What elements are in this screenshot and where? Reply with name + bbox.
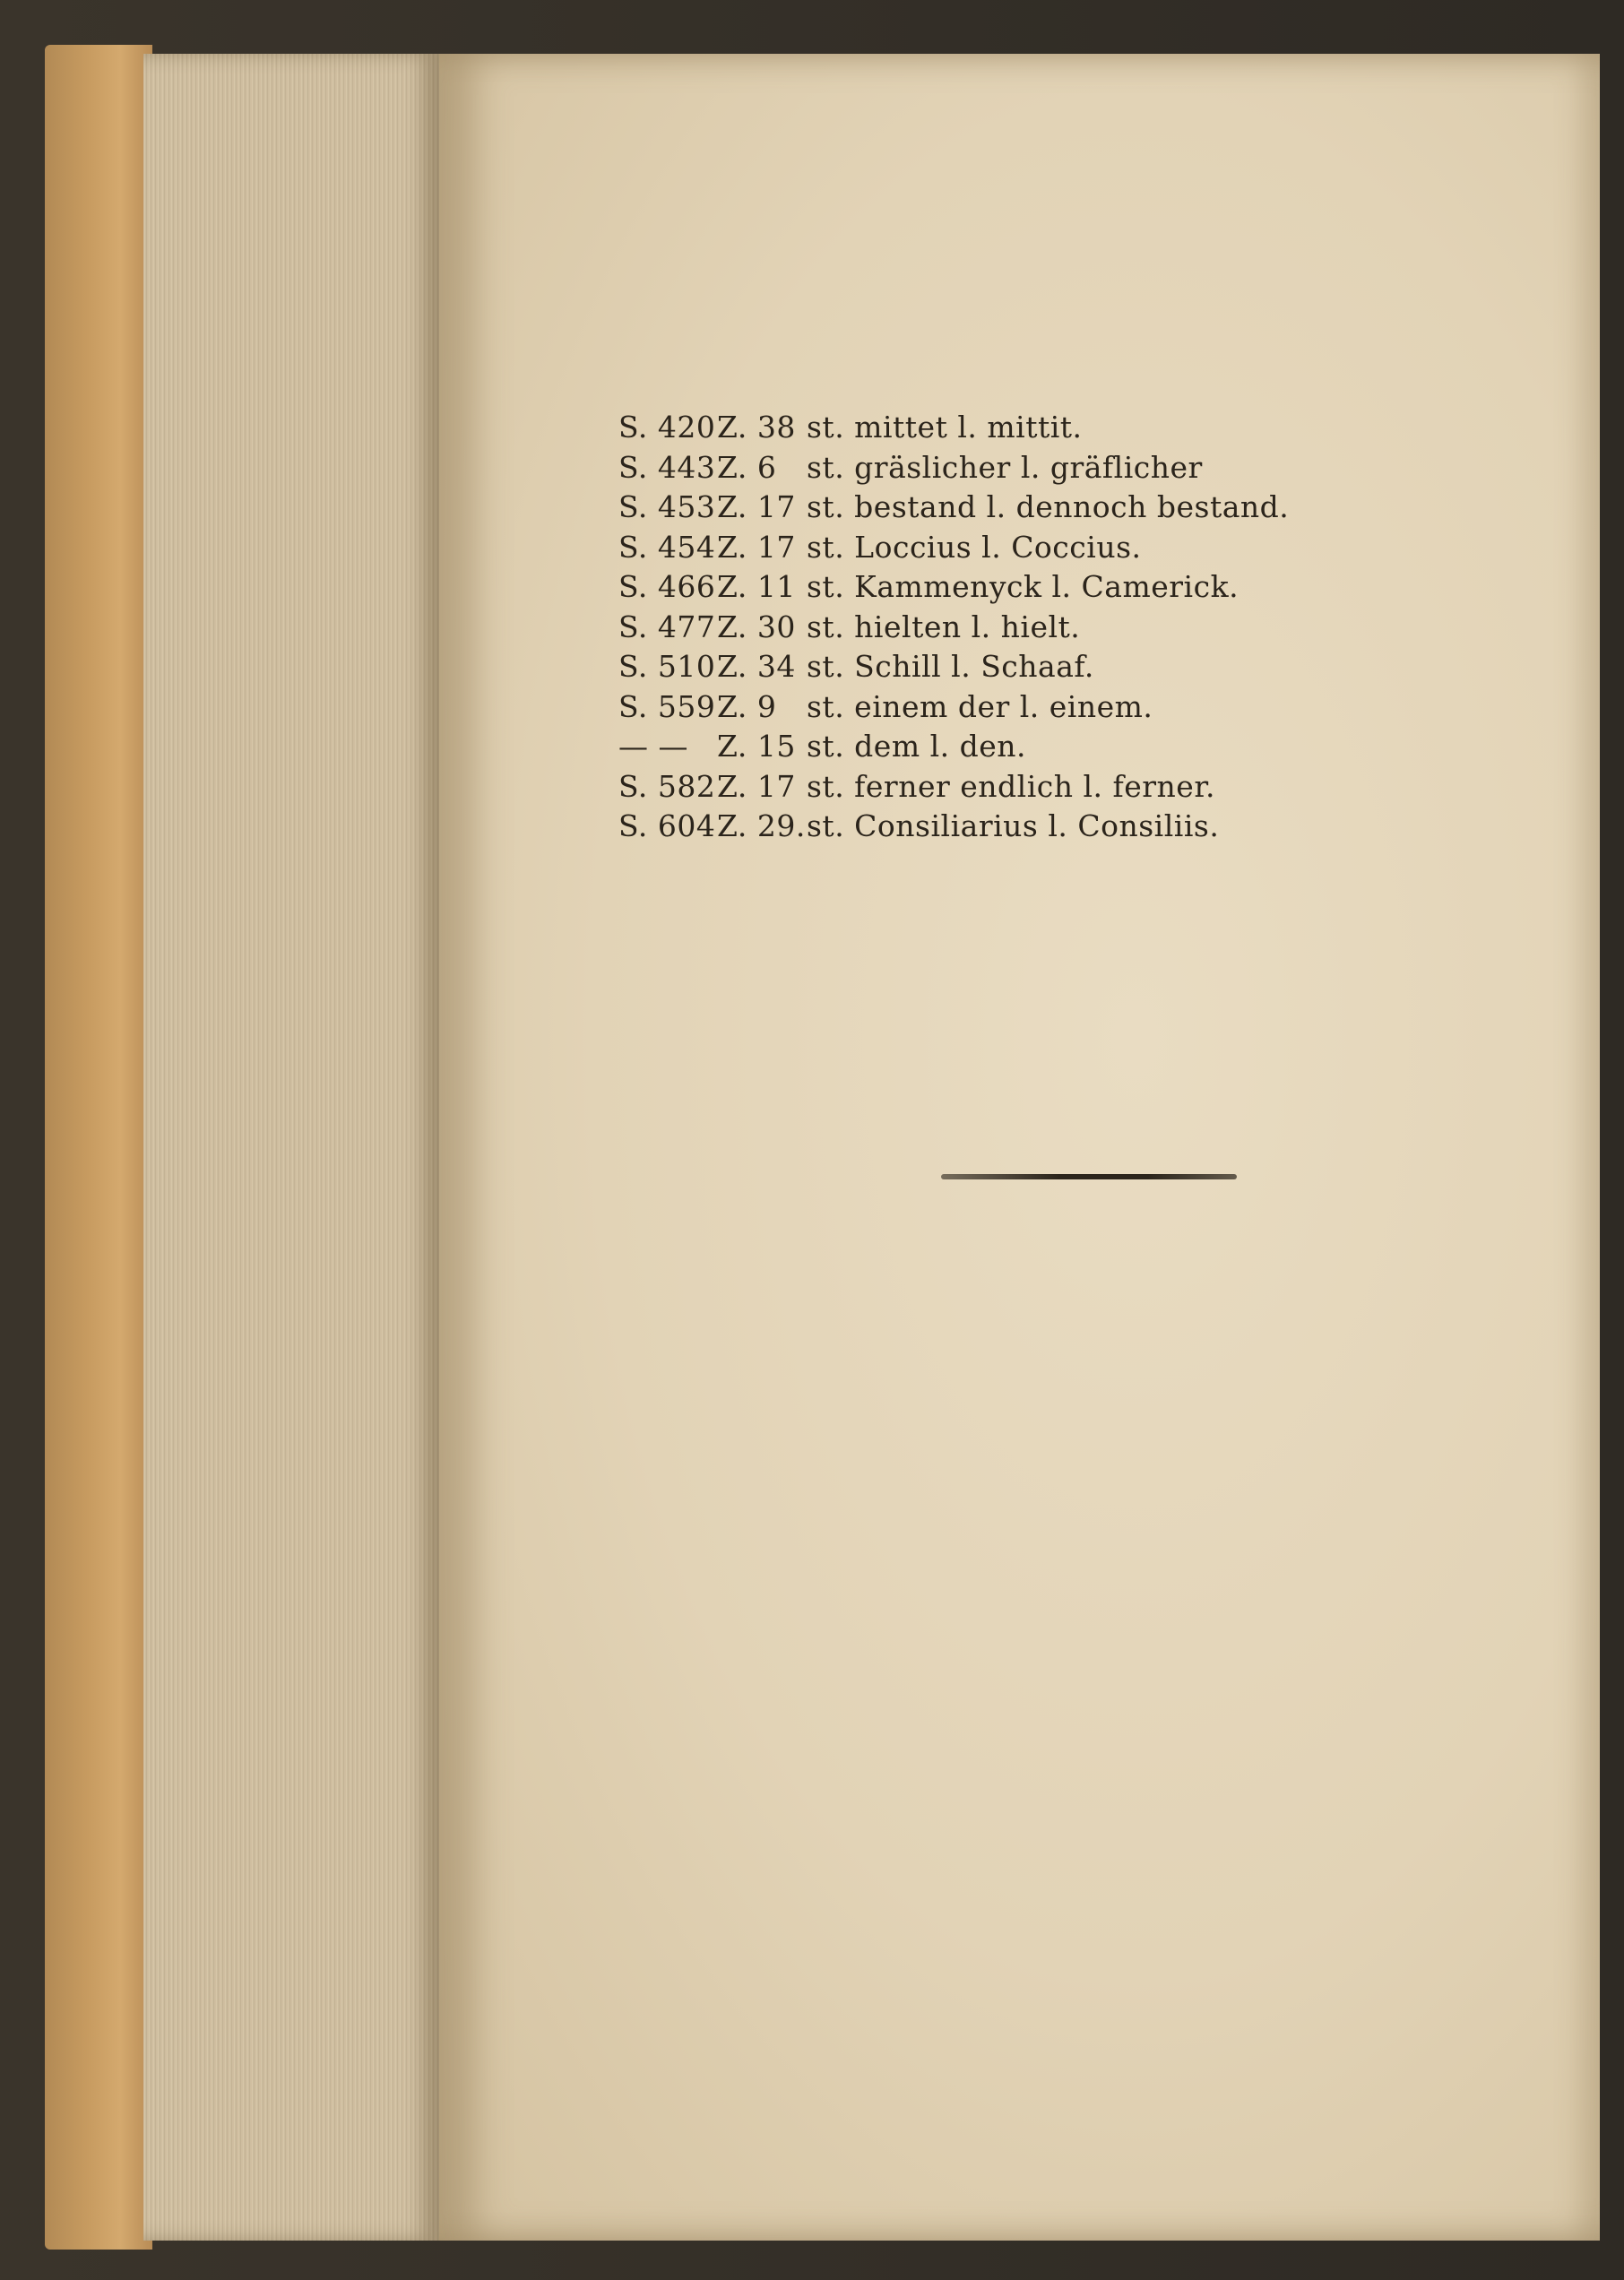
errata-line: Z. 17 xyxy=(717,768,796,804)
errata-page: — — xyxy=(618,729,688,764)
errata-row xyxy=(618,647,1289,687)
errata-correction: st. Loccius l. Coccius. xyxy=(807,529,1142,565)
errata-line: Z. 9 xyxy=(717,688,777,724)
errata-row xyxy=(618,807,1289,847)
errata-correction: st. dem l. den. xyxy=(807,729,1027,764)
errata-row xyxy=(618,488,1289,528)
errata-row xyxy=(618,727,1289,767)
errata-correction: st. hielten l. hielt. xyxy=(807,609,1081,644)
errata-correction: st. Kammenyck l. Camerick. xyxy=(807,569,1240,604)
errata-page: S. 443 xyxy=(618,449,716,485)
errata-correction: st. einem der l. einem. xyxy=(807,688,1153,724)
errata-page: S. 420 xyxy=(618,410,716,445)
errata-row xyxy=(618,687,1289,728)
errata-line: Z. 15 xyxy=(717,729,796,764)
closing-rule xyxy=(941,1174,1237,1179)
book-cover-edge xyxy=(45,45,152,2250)
errata-row xyxy=(618,448,1289,488)
errata-row xyxy=(618,767,1289,808)
page-edges xyxy=(143,54,439,2241)
errata-correction: st. gräslicher l. gräflicher xyxy=(807,449,1203,485)
errata-row xyxy=(618,567,1289,608)
book-page xyxy=(439,54,1600,2241)
errata-page: S. 466 xyxy=(618,569,716,604)
errata-row xyxy=(618,408,1289,448)
errata-correction: st. mittet l. mittit. xyxy=(807,410,1083,445)
errata-correction: st. Consiliarius l. Consiliis. xyxy=(807,808,1220,843)
errata-line: Z. 17 xyxy=(717,489,796,524)
errata-row xyxy=(618,608,1289,648)
errata-line: Z. 29. xyxy=(717,808,806,843)
errata-page: S. 559 xyxy=(618,688,716,724)
errata-line: Z. 6 xyxy=(717,449,777,485)
errata-line: Z. 30 xyxy=(717,609,796,644)
errata-page: S. 582 xyxy=(618,768,716,804)
errata-list xyxy=(618,408,1289,847)
errata-line: Z. 34 xyxy=(717,649,796,684)
errata-correction: st. Schill l. Schaaf. xyxy=(807,649,1094,684)
errata-page: S. 604 xyxy=(618,808,716,843)
errata-page: S. 477 xyxy=(618,609,716,644)
errata-page: S. 454 xyxy=(618,529,716,565)
errata-correction: st. bestand l. dennoch bestand. xyxy=(807,489,1290,524)
errata-row xyxy=(618,528,1289,568)
errata-correction: st. ferner endlich l. ferner. xyxy=(807,768,1215,804)
errata-line: Z. 17 xyxy=(717,529,796,565)
errata-line: Z. 38 xyxy=(717,410,796,445)
errata-page: S. 453 xyxy=(618,489,716,524)
errata-page: S. 510 xyxy=(618,649,716,684)
errata-line: Z. 11 xyxy=(717,569,796,604)
